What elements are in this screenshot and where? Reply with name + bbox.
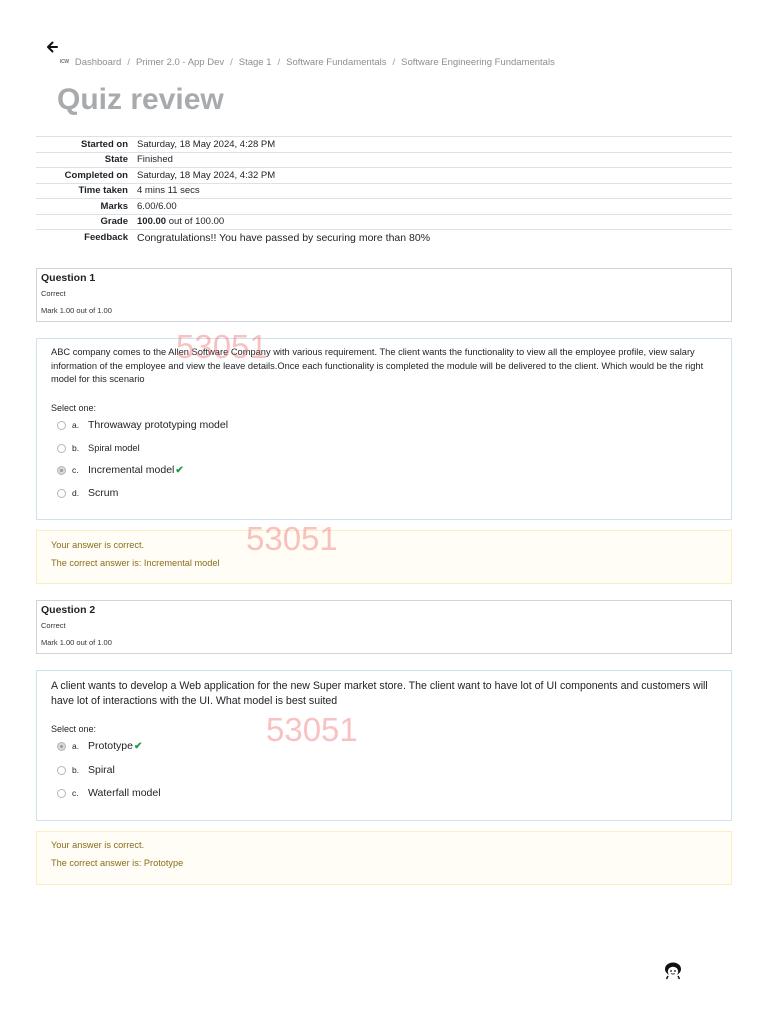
select-one-prompt: Select one:	[51, 724, 97, 734]
summary-row-grade	[36, 214, 732, 230]
question-info-2	[36, 600, 732, 654]
question-number: Question 2	[41, 604, 96, 616]
answer-option-c[interactable]	[57, 786, 161, 800]
radio-button[interactable]	[57, 421, 66, 430]
answer-feedback: Your answer is correct.	[51, 540, 145, 550]
breadcrumb-separator: /	[230, 57, 233, 68]
summary-row-completed	[36, 168, 732, 184]
breadcrumb-stage[interactable]: Stage 1	[238, 57, 272, 68]
question-state: Correct	[41, 289, 66, 298]
question-mark: Mark 1.00 out of 1.00	[41, 306, 112, 315]
summary-row-time-taken	[36, 183, 732, 199]
summary-label: State	[104, 154, 128, 166]
check-icon: ✔	[133, 740, 143, 752]
summary-label: Completed on	[64, 169, 128, 181]
summary-label: Marks	[100, 200, 128, 212]
answer-option-c[interactable]	[57, 463, 184, 477]
check-icon: ✔	[175, 464, 184, 476]
attempt-summary-table	[36, 136, 732, 246]
option-text: Spiral	[88, 764, 115, 776]
grade-value: 100.00	[137, 216, 167, 228]
summary-value: Congratulations!! You have passed by securing more than 80%	[137, 231, 431, 244]
breadcrumb-quiz[interactable]: Software Engineering Fundamentals	[401, 57, 555, 68]
option-letter: b.	[72, 443, 80, 453]
question-state: Correct	[41, 621, 66, 630]
back-arrow-icon[interactable]	[46, 41, 58, 53]
summary-row-state	[36, 152, 732, 168]
correct-answer: The correct answer is: Incremental model	[51, 558, 220, 568]
option-letter: c.	[72, 465, 79, 475]
answer-option-a[interactable]	[57, 739, 142, 753]
summary-value: 4 mins 11 secs	[137, 185, 200, 197]
summary-row-marks	[36, 199, 732, 215]
answer-option-d[interactable]	[57, 486, 118, 500]
question-outcome-2	[36, 831, 732, 885]
user-avatar-icon[interactable]	[663, 962, 683, 980]
grade-total: out of 100.00	[166, 216, 225, 228]
question-mark: Mark 1.00 out of 1.00	[41, 638, 112, 647]
option-text: Scrum	[88, 487, 119, 499]
option-text: Spiral model	[88, 443, 140, 453]
summary-value: Saturday, 18 May 2024, 4:28 PM	[137, 138, 276, 150]
summary-row-feedback	[36, 230, 732, 246]
select-one-prompt: Select one:	[51, 403, 97, 413]
home-logo-icon[interactable]: ICW	[60, 59, 69, 66]
option-letter: b.	[72, 765, 80, 775]
answer-option-a[interactable]	[57, 418, 228, 432]
summary-label: Time taken	[78, 185, 128, 197]
summary-label: Started on	[81, 138, 128, 150]
breadcrumb-dashboard[interactable]: Dashboard	[74, 57, 122, 68]
summary-value: Finished	[137, 154, 173, 166]
question-text: ABC company comes to the Allen Software Company with various requirement. The client wants the functionality to view all the employee profile, view salary information of the employee and view the leave details.Once each functionality is completed the module will be delivered to the client. Which would be the right model for this scenario	[51, 347, 704, 384]
option-text: Throwaway prototyping model	[88, 419, 229, 431]
question-outcome-1	[36, 530, 732, 584]
watermark: 53051	[266, 711, 358, 748]
question-info-1	[36, 268, 732, 322]
summary-row-started	[36, 137, 732, 153]
radio-button[interactable]	[57, 444, 66, 453]
option-text: Incremental model	[88, 464, 175, 476]
option-letter: a.	[72, 741, 80, 751]
radio-button-selected[interactable]	[57, 466, 66, 475]
breadcrumb-separator: /	[127, 57, 130, 68]
answer-option-b[interactable]	[57, 441, 140, 455]
summary-label: Grade	[100, 216, 128, 228]
option-text: Prototype	[88, 740, 133, 752]
breadcrumb-separator: /	[392, 57, 396, 68]
option-letter: a.	[72, 420, 80, 430]
option-text: Waterfall model	[88, 787, 161, 799]
breadcrumb-section[interactable]: Software Fundamentals	[286, 57, 387, 68]
radio-button[interactable]	[57, 766, 66, 775]
question-formulation-1	[36, 338, 732, 520]
radio-button-selected[interactable]	[57, 742, 66, 751]
question-formulation-2	[36, 670, 732, 821]
option-letter: c.	[72, 788, 79, 798]
question-number: Question 1	[41, 272, 96, 284]
watermark: 53051	[176, 328, 268, 365]
summary-value	[137, 214, 732, 230]
radio-button[interactable]	[57, 789, 66, 798]
answer-option-b[interactable]	[57, 763, 115, 777]
summary-value: 6.00/6.00	[137, 200, 177, 212]
radio-button[interactable]	[57, 489, 66, 498]
breadcrumb-course[interactable]: Primer 2.0 - App Dev	[135, 57, 225, 68]
summary-label: Feedback	[84, 232, 128, 244]
summary-value: Saturday, 18 May 2024, 4:32 PM	[137, 169, 276, 181]
page-title: Quiz review	[57, 83, 224, 116]
watermark: 53051	[246, 520, 338, 557]
breadcrumb	[60, 57, 555, 68]
correct-answer: The correct answer is: Prototype	[51, 858, 184, 868]
question-text: A client wants to develop a Web application for the new Super market store. The client want to have lot of UI components and customers will have lot of interactions with the UI. What model is best suited	[51, 680, 708, 707]
option-letter: d.	[72, 488, 80, 498]
answer-feedback: Your answer is correct.	[51, 840, 145, 850]
breadcrumb-separator: /	[277, 57, 281, 68]
